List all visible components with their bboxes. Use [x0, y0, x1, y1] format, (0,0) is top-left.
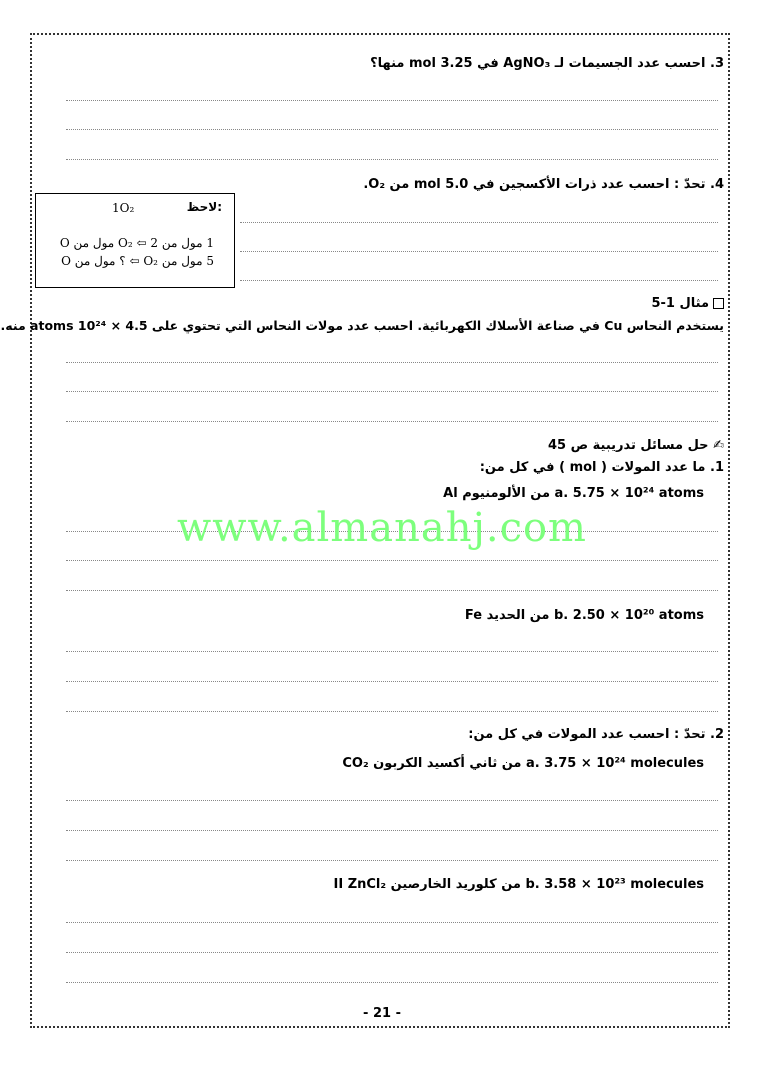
answer-line	[66, 681, 718, 682]
problem-2a: a. 3.75 × 10²⁴ molecules من ثاني أكسيد الكربون CO₂	[342, 756, 704, 771]
problem-2b: b. 3.58 × 10²³ molecules من كلوريد الخارصين II ZnCl₂	[333, 877, 704, 892]
watermark: www.almanahj.com	[176, 505, 587, 551]
page-number: - 21 -	[363, 1006, 401, 1021]
question-3: 3. احسب عدد الجسيمات لـ AgNO₃ في 3.25 mol منها؟	[370, 56, 724, 71]
example-text: يستخدم النحاس Cu في صناعة الأسلاك الكهربائية. احسب عدد مولات النحاس التي تحتوي على 4.5 × 10²⁴ atoms منه.	[0, 318, 724, 333]
answer-line	[66, 651, 718, 652]
note-row-2: 5 مول من O₂ ⇦ ؟ مول من O	[61, 254, 214, 268]
practice-heading	[548, 438, 724, 453]
problem-1a: a. 5.75 × 10²⁴ atoms من الألومنيوم Al	[443, 486, 704, 501]
answer-line	[66, 159, 718, 160]
answer-line	[66, 860, 718, 861]
answer-line	[66, 560, 718, 561]
note-formula: 1O₂	[112, 201, 135, 215]
note-row-1: 1 مول من O₂ ⇦ 2 مول من O	[59, 236, 214, 250]
example-title: مثال 1-5	[651, 296, 709, 311]
answer-line	[66, 421, 718, 422]
note-title: لاحظ:	[186, 200, 222, 214]
checkbox-icon	[713, 298, 724, 309]
problem-1-stem: 1. ما عدد المولات ( mol ) في كل من:	[479, 460, 724, 475]
question-4: 4. تحدّ : احسب عدد ذرات الأكسجين في 5.0 mol من O₂.	[363, 177, 724, 192]
answer-line	[240, 222, 718, 223]
answer-line	[66, 590, 718, 591]
example-heading	[651, 296, 724, 311]
answer-line	[240, 251, 718, 252]
answer-line	[66, 711, 718, 712]
answer-line	[66, 982, 718, 983]
answer-line	[66, 922, 718, 923]
answer-line	[66, 391, 718, 392]
pencil-icon: ✍	[713, 438, 724, 453]
answer-line	[66, 830, 718, 831]
answer-line	[66, 362, 718, 363]
answer-line	[66, 952, 718, 953]
note-box	[35, 193, 235, 288]
answer-line	[66, 129, 718, 130]
practice-title: حل مسائل تدريبية ص 45	[548, 438, 709, 453]
answer-line	[66, 800, 718, 801]
answer-line	[66, 100, 718, 101]
problem-2-stem: 2. تحدّ : احسب عدد المولات في كل من:	[468, 727, 724, 742]
problem-1b: b. 2.50 × 10²⁰ atoms من الحديد Fe	[464, 608, 704, 623]
answer-line	[240, 280, 718, 281]
